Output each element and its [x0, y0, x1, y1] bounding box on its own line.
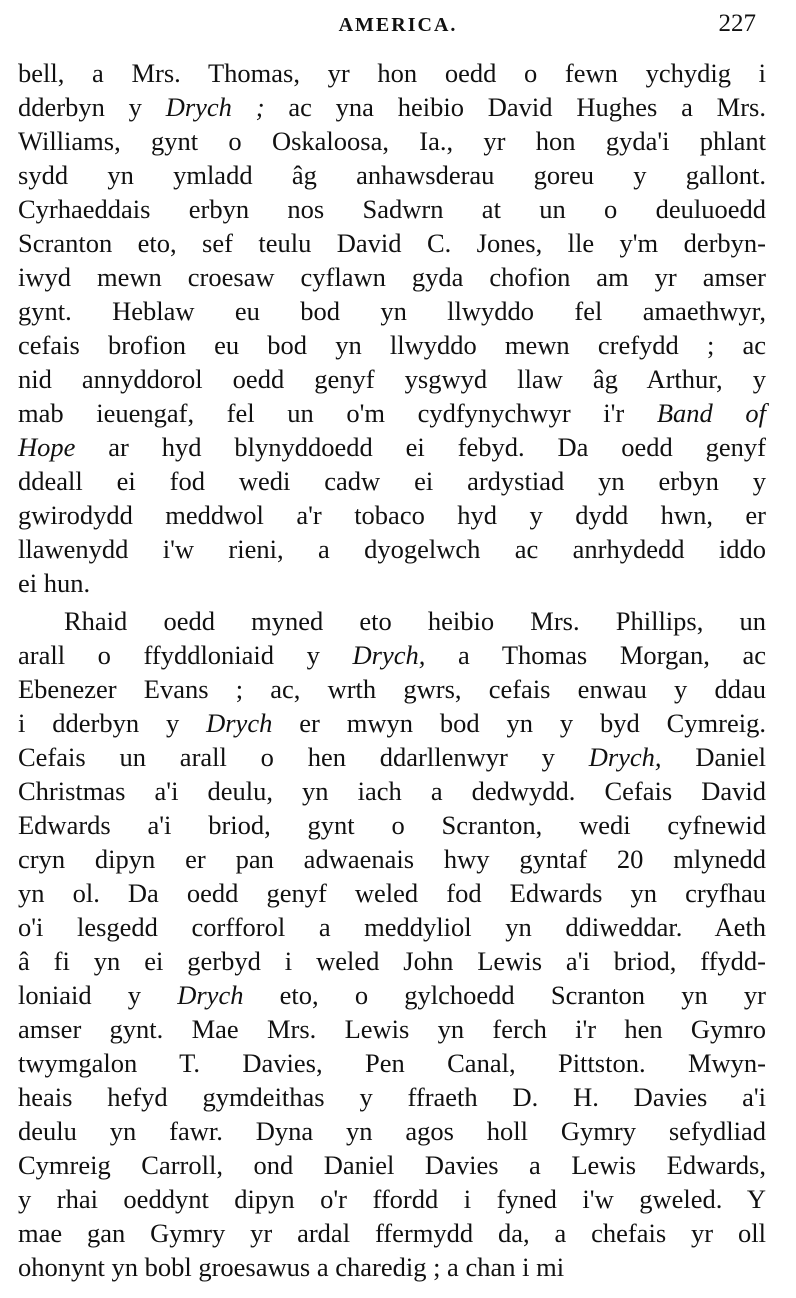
text-line — [18, 1182, 766, 1216]
text-run: arall o ffyddloniaid y — [18, 640, 353, 670]
text-line — [18, 706, 766, 740]
text-run: ohonynt yn bobl groesawus a charedig ; a chan i mi — [18, 1252, 565, 1282]
text-run: â fi yn ei gerbyd i weled John Lewis a'i briod, ffydd- — [18, 946, 766, 976]
text-line — [18, 294, 766, 328]
text-run: Cefais un arall o hen ddarllenwyr y — [18, 742, 589, 772]
running-head — [0, 10, 796, 44]
page-number: 227 — [718, 10, 756, 37]
text-run: Christmas a'i deulu, yn iach a dedwydd. Cefais David — [18, 776, 766, 806]
text-run: Cyrhaeddais erbyn nos Sadwrn at un o deuluoedd — [18, 194, 766, 224]
text-line — [18, 430, 766, 464]
text-line — [18, 396, 766, 430]
text-run: a Thomas Morgan, ac — [425, 640, 766, 670]
text-run: ddeall ei fod wedi cadw ei ardystiad yn erbyn y — [18, 466, 766, 496]
text-run: er mwyn bod yn y byd Cymreig. — [272, 708, 766, 738]
text-line — [18, 1114, 766, 1148]
italic-text: Drych, — [352, 640, 426, 670]
text-line — [18, 672, 766, 706]
text-run: mab ieuengaf, fel un o'm cydfynychwyr i'r — [18, 398, 657, 428]
text-run: ei hun. — [18, 568, 91, 598]
text-line — [18, 124, 766, 158]
text-run: sydd yn ymladd âg anhawsderau goreu y gallont. — [18, 160, 766, 190]
text-line — [18, 532, 766, 566]
paragraph — [18, 604, 766, 1284]
text-line — [18, 90, 766, 124]
text-line — [18, 1216, 766, 1250]
text-run: ar hyd blynyddoedd ei febyd. Da oedd genyf — [75, 432, 766, 462]
text-line — [18, 944, 766, 978]
italic-text: Band of — [656, 398, 766, 428]
text-line — [18, 566, 766, 600]
paragraph — [18, 56, 766, 600]
text-run: twymgalon T. Davies, Pen Canal, Pittston. Mwyn- — [18, 1048, 766, 1078]
text-run: amser gynt. Mae Mrs. Lewis yn ferch i'r hen Gymro — [18, 1014, 766, 1044]
italic-text: Drych — [206, 708, 273, 738]
text-run: Edwards a'i briod, gynt o Scranton, wedi cyfnewid — [18, 810, 766, 840]
italic-text: Hope — [18, 432, 76, 462]
text-run: deulu yn fawr. Dyna yn agos holl Gymry sefydliad — [18, 1116, 766, 1146]
text-line — [18, 638, 766, 672]
text-run: cefais brofion eu bod yn llwyddo mewn crefydd ; ac — [18, 330, 766, 360]
text-run: loniaid y — [18, 980, 178, 1010]
text-line — [18, 362, 766, 396]
text-line — [18, 876, 766, 910]
text-line — [18, 158, 766, 192]
text-line — [18, 226, 766, 260]
text-run: i dderbyn y — [18, 708, 207, 738]
text-run: Williams, gynt o Oskaloosa, Ia., yr hon gyda'i phlant — [18, 126, 766, 156]
text-run: bell, a Mrs. Thomas, yr hon oedd o fewn ychydig i — [18, 58, 766, 88]
italic-text: Drych ; — [165, 92, 265, 122]
text-line — [18, 260, 766, 294]
text-run: heais hefyd gymdeithas y ffraeth D. H. Davies a'i — [18, 1082, 766, 1112]
text-run: dderbyn y — [18, 92, 166, 122]
text-line — [18, 740, 766, 774]
text-line — [18, 1080, 766, 1114]
text-run: yn ol. Da oedd genyf weled fod Edwards yn cryfhau — [18, 878, 766, 908]
text-run: eto, o gylchoedd Scranton yn yr — [243, 980, 766, 1010]
text-run: gwirodydd meddwol a'r tobaco hyd y dydd hwn, er — [18, 500, 766, 530]
text-line — [18, 56, 766, 90]
text-line — [18, 978, 766, 1012]
text-line — [18, 328, 766, 362]
text-run: iwyd mewn croesaw cyflawn gyda chofion am yr amser — [18, 262, 766, 292]
text-run: Rhaid oedd myned eto heibio Mrs. Phillips, un — [64, 606, 766, 636]
text-run: Daniel — [661, 742, 767, 772]
text-line — [18, 1148, 766, 1182]
text-line — [18, 842, 766, 876]
body-text — [18, 56, 766, 1284]
text-line — [18, 910, 766, 944]
text-line — [18, 1012, 766, 1046]
text-run: mae gan Gymry yr ardal ffermydd da, a chefais yr oll — [18, 1218, 766, 1248]
text-line — [18, 808, 766, 842]
text-run: ac yna heibio David Hughes a Mrs. — [264, 92, 766, 122]
text-line — [18, 1046, 766, 1080]
text-run: Cymreig Carroll, ond Daniel Davies a Lewis Edwards, — [18, 1150, 766, 1180]
text-run: Scranton eto, sef teulu David C. Jones, lle y'm derbyn- — [18, 228, 766, 258]
text-run: nid annyddorol oedd genyf ysgwyd llaw âg Arthur, y — [18, 364, 766, 394]
text-run: y rhai oeddynt dipyn o'r ffordd i fyned i'w gweled. Y — [18, 1184, 766, 1214]
text-run: llawenydd i'w rieni, a dyogelwch ac anrhydedd iddo — [18, 534, 766, 564]
text-line — [18, 1250, 766, 1284]
text-line — [18, 192, 766, 226]
text-line — [18, 774, 766, 808]
running-title: AMERICA. — [338, 14, 458, 36]
text-line — [18, 498, 766, 532]
text-line — [18, 464, 766, 498]
text-run: gynt. Heblaw eu bod yn llwyddo fel amaethwyr, — [18, 296, 766, 326]
italic-text: Drych — [177, 980, 244, 1010]
text-run: Ebenezer Evans ; ac, wrth gwrs, cefais enwau y ddau — [18, 674, 766, 704]
text-run: o'i lesgedd corfforol a meddyliol yn ddiweddar. Aeth — [18, 912, 766, 942]
text-line — [18, 604, 766, 638]
text-run: cryn dipyn er pan adwaenais hwy gyntaf 20 mlynedd — [18, 844, 766, 874]
italic-text: Drych, — [588, 742, 662, 772]
